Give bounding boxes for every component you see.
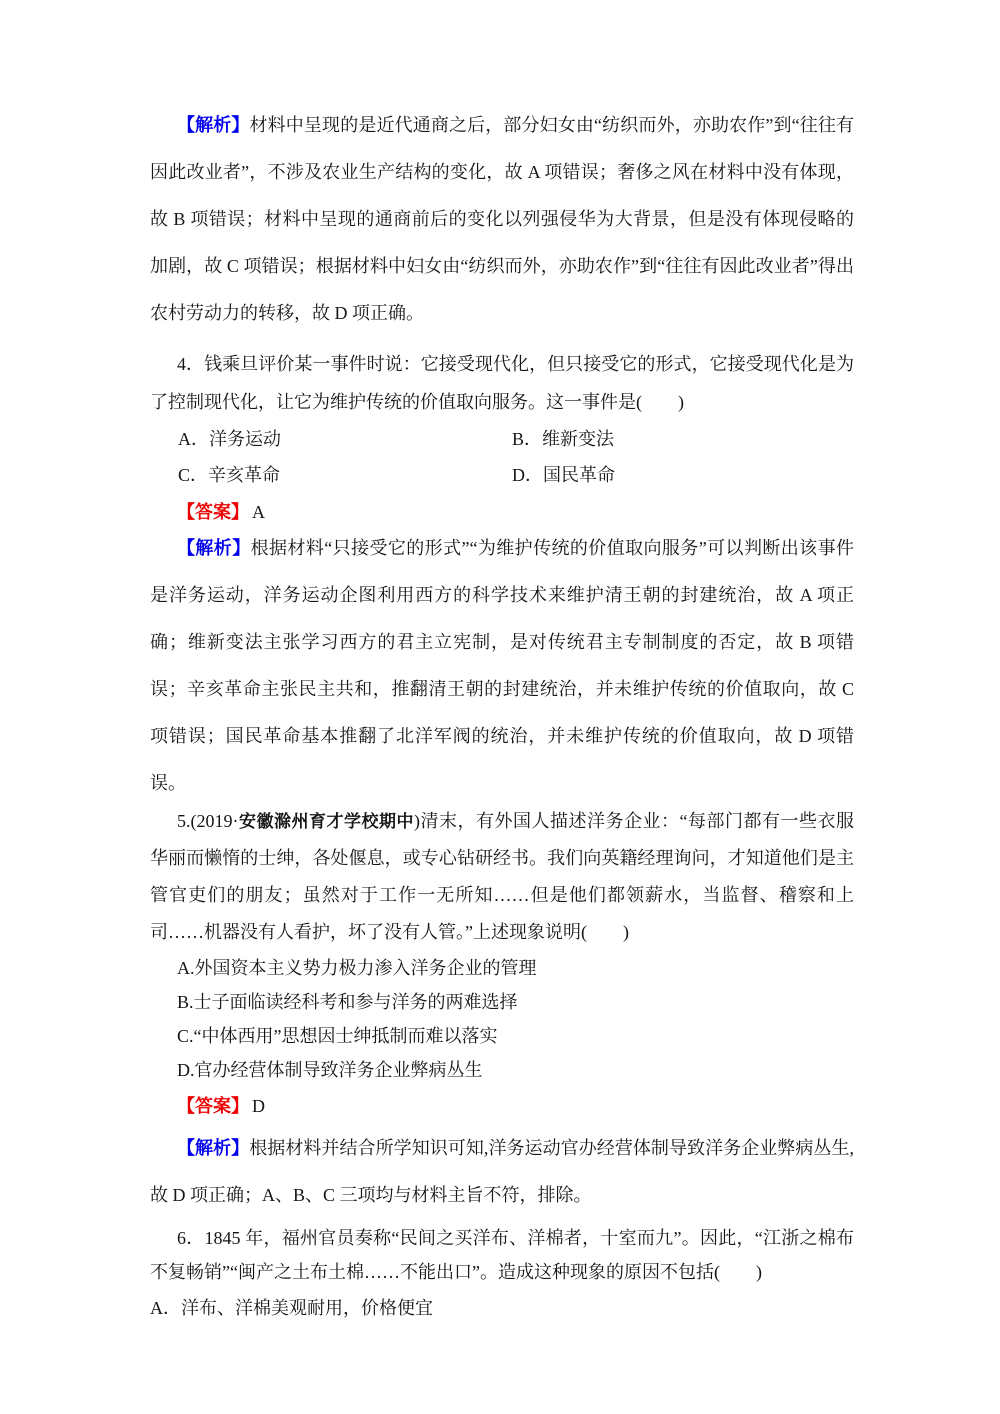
q4-option-c: C．辛亥革命	[178, 465, 281, 485]
q4-analysis-label: 【解析】	[177, 538, 251, 558]
q4-analysis-text: 根据材料“只接受它的形式”“为维护传统的价值取向服务”可以判断出该事件是洋务运动，洋务运动企图利用西方的科学技术来维护清王朝的封建统治，故 A 项正确；维新变法主张学习西方的君主立宪制，是对传统君主专制制度的否定，故 B 项错误；辛亥革命主张民主共和，推翻清王朝的封建统治，并未维护传统的价值取向，故 C 项错误；国民革命基本推翻了北洋军阀的统治，并未维护传统的价值取向，故 D 项错误。	[150, 538, 854, 793]
q4-options	[150, 421, 854, 493]
q4-answer-label: 【答案】	[177, 502, 249, 522]
q5-option-a: A.外国资本主义势力极力渗入洋务企业的管理	[177, 958, 537, 978]
q3-analysis-label: 【解析】	[177, 115, 250, 135]
q5-answer-line	[150, 1087, 854, 1125]
q4-stem: 4．钱乘旦评价某一事件时说：它接受现代化，但只接受它的形式，它接受现代化是为了控制现代化，让它为维护传统的价值取向服务。这一事件是( )	[150, 354, 854, 412]
q5-stem-prefix: 5.(2019·	[177, 811, 239, 831]
q5-stem	[150, 803, 854, 951]
q5-analysis-text: 根据材料并结合所学知识可知,洋务运动官办经营体制导致洋务企业弊病丛生,故 D 项正确；A、B、C 三项均与材料主旨不符，排除。	[150, 1138, 855, 1205]
q4-analysis-paragraph	[150, 525, 854, 807]
q5-option-b: B.士子面临读经科考和参与洋务的两难选择	[177, 992, 518, 1012]
q4-option-d: D．国民革命	[512, 465, 615, 485]
q3-analysis-text: 材料中呈现的是近代通商之后，部分妇女由“纺织而外，亦助农作”到“往往有因此改业者”，不涉及农业生产结构的变化，故 A 项错误；奢侈之风在材料中没有体现，故 B 项错误；材料中呈现的通商前后的变化以列强侵华为大背景，但是没有体现侵略的加剧，故 C 项错误；根据材料中妇女由“纺织而外，亦助农作”到“往往有因此改业者”得出农村劳动力的转移，故 D 项正确。	[150, 115, 854, 323]
q6-stem: 6．1845 年，福州官员奏称“民间之买洋布、洋棉者，十室而九”。因此，“江浙之棉布不复畅销”“闽产之土布土棉……不能出口”。造成这种现象的原因不包括( )	[150, 1228, 854, 1282]
q5-stem-suffix: )清末，有外国人描述洋务企业：“每部门都有一些衣服华丽而懒惰的士绅，各处偃息，或专心钻研经书。我们向英籍经理询问，才知道他们是主管官吏们的朋友；虽然对于工作一无所知……但是他们都领薪水，当监督、稽察和上司……机器没有人看护，坏了没有人管。”上述现象说明( )	[150, 811, 855, 942]
q5-options	[150, 951, 854, 1087]
q5-answer-label: 【答案】	[177, 1096, 249, 1116]
q4-option-a: A．洋务运动	[178, 429, 281, 449]
q4-option-b: B．维新变法	[512, 429, 615, 449]
q4-answer-value: A	[252, 502, 265, 522]
q5-option-c: C.“中体西用”思想因士绅抵制而难以落实	[177, 1026, 498, 1046]
q3-analysis-paragraph	[150, 102, 854, 337]
q5-option-d: D.官办经营体制导致洋务企业弊病丛生	[177, 1060, 483, 1080]
q5-answer-value: D	[252, 1096, 265, 1116]
q6-option-a: A．洋布、洋棉美观耐用，价格便宜	[150, 1298, 433, 1318]
q5-stem-source: 安徽滁州育才学校期中	[238, 812, 415, 831]
q5-analysis-label: 【解析】	[177, 1138, 250, 1158]
q5-analysis-paragraph	[150, 1125, 854, 1219]
